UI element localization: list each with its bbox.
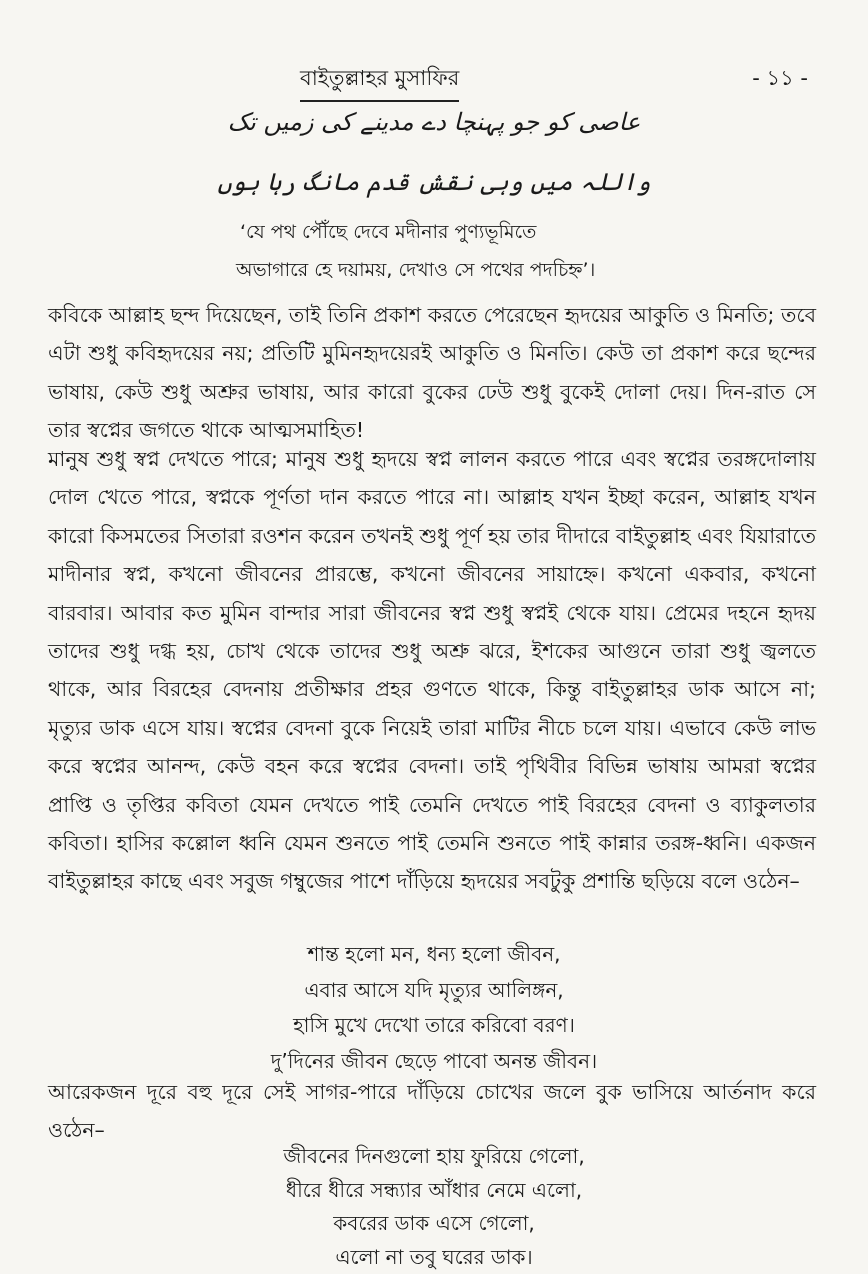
poem-2 — [0, 1140, 868, 1274]
paragraph-3 — [48, 1073, 816, 1150]
poem-2-line: এলো না তবু ঘরের ডাক। — [0, 1241, 868, 1274]
translation-line-1: ‘যে পথ পৌঁছে দেবে মদীনার পুণ্যভূমিতে — [240, 218, 536, 250]
urdu-verse-line-1: عاصی کو جو پہنچا دے مدینے کی زمیں تک — [0, 108, 868, 136]
urdu-verse-line-2: واللہ میں وہی نقش قدم مانگ رہا ہوں — [0, 168, 868, 196]
poem-1-line: শান্ত হলো মন, ধন্য হলো জীবন, — [0, 937, 868, 973]
paragraph-2-text: মানুষ শুধু স্বপ্ন দেখতে পারে; মানুষ শুধু হৃদয়ে স্বপ্ন লালন করতে পারে এবং স্বপ্নের তরঙ্গদোলায় দোল খেতে পারে, স্বপ্নকে পূর্ণতা দান করতে পারে না। আল্লাহ যখন ইচ্ছা করেন, আল্লাহ যখন কারো কিসমতের সিতারা রওশন করেন তখনই শুধু পূর্ণ হয় তার দীদারে বাইতুল্লাহ এবং যিয়ারাতে মাদীনার স্বপ্ন, কখনো জীবনের প্রারম্ভে, কখনো জীবনের সায়াহ্নে। কখনো একবার, কখনো বারবার। আবার কত মুমিন বান্দার সারা জীবনের স্বপ্ন শুধু স্বপ্নই থেকে যায়। প্রেমের দহনে হৃদয় তাদের শুধু দগ্ধ হয়, চোখ থেকে তাদের শুধু অশ্রু ঝরে, ইশকের আগুনে তারা শুধু জ্বলতে থাকে, আর বিরহের বেদনায় প্রতীক্ষার প্রহর গুণতে থাকে, কিন্তু বাইতুল্লাহর ডাক আসে না; মৃত্যুর ডাক এসে যায়। স্বপ্নের বেদনা বুকে নিয়েই তারা মাটির নীচে চলে যায়। এভাবে কেউ লাভ করে স্বপ্নের আনন্দ, কেউ বহন করে স্বপ্নের বেদনা। তাই পৃথিবীর বিভিন্ন ভাষায় আমরা স্বপ্নের প্রাপ্তি ও তৃপ্তির কবিতা যেমন দেখতে পাই তেমনি দেখতে পাই বিরহের বেদনা ও ব্যাকুলতার কবিতা। হাসির কল্লোল ধ্বনি যেমন শুনতে পাই তেমনি শুনতে পাই কান্নার তরঙ্গ-ধ্বনি। একজন বাইতুল্লাহর কাছে এবং সবুজ গম্বুজের পাশে দাঁড়িয়ে হৃদয়ের সবটুকু প্রশান্তি ছড়িয়ে বলে ওঠেন– — [48, 440, 816, 901]
poem-2-line: কবরের ডাক এসে গেলো, — [0, 1207, 868, 1241]
poem-1-line: এবার আসে যদি মৃত্যুর আলিঙ্গন, — [0, 973, 868, 1009]
paragraph-3-text: আরেকজন দূরে বহু দূরে সেই সাগর-পারে দাঁড়িয়ে চোখের জলে বুক ভাসিয়ে আর্তনাদ করে ওঠেন– — [48, 1073, 816, 1150]
poem-1-line: দু’দিনের জীবন ছেড়ে পাবো অনন্ত জীবন। — [0, 1044, 868, 1080]
poem-2-line: ধীরে ধীরে সন্ধ্যার আঁধার নেমে এলো, — [0, 1174, 868, 1208]
paragraph-1-text: কবিকে আল্লাহ ছন্দ দিয়েছেন, তাই তিনি প্রকাশ করতে পেরেছেন হৃদয়ের আকুতি ও মিনতি; তবে এটা শুধু কবিহৃদয়ের নয়; প্রতিটি মুমিনহৃদয়েরই আকুতি ও মিনতি। কেউ তা প্রকাশ করে ছন্দের ভাষায়, কেউ শুধু অশ্রুর ভাষায়, আর কারো বুকের ঢেউ শুধু বুকেই দোলা দেয়। দিন-রাত সে তার স্বপ্নের জগতে থাকে আত্মসমাহিত! — [48, 296, 816, 450]
running-title: বাইতুল্লাহর মুসাফির — [300, 62, 459, 102]
paragraph-1 — [48, 296, 816, 450]
paragraph-2 — [48, 440, 816, 901]
poem-1 — [0, 937, 868, 1079]
poem-1-line: হাসি মুখে দেখো তারে করিবো বরণ। — [0, 1008, 868, 1044]
poem-2-line: জীবনের দিনগুলো হায় ফুরিয়ে গেলো, — [0, 1140, 868, 1174]
translation-line-2: অভাগারে হে দয়াময়, দেখাও সে পথের পদচিহ্ন’। — [236, 256, 595, 288]
page-header — [0, 62, 868, 96]
page-number: - ১১ - — [752, 62, 808, 97]
